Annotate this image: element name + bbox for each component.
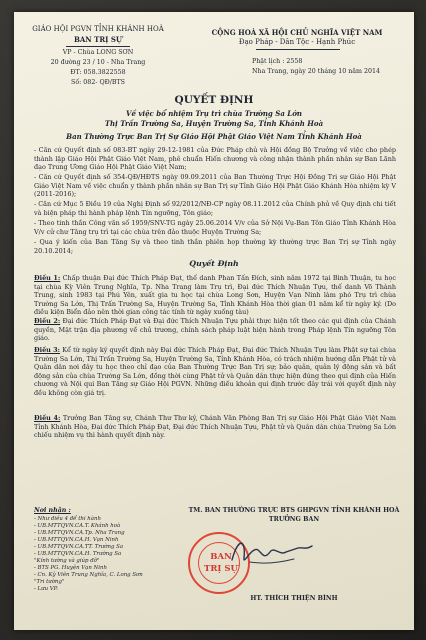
stamp-line-1: BAN [210,552,232,562]
article-4-label: Điều 4: [34,414,61,422]
header-left-rule [66,46,130,47]
recipient-item: "Tri tường" [34,579,65,585]
header-board: BAN TRỊ SỰ [73,35,123,44]
recipient-item: - Như điều 4 để thi hành [34,516,101,522]
article-2-text: Đại đức Thích Pháp Đạt và Đại đức Thích Nhuận Tựu phải thực hiện tốt theo các qui định của Chánh quyền, Mặt trận địa phương về chủ trương, chính sách pháp luật hiện hành trong Pháp lệnh Tín ngưỡng Tôn giáo. [34,317,396,343]
recipient-item: - Cn. Kỳ Viên Trung Nghĩa, C. Long Sơn [34,572,143,578]
recipient-item: - Lưu VP. [34,586,58,592]
recipient-item: - BTS PG. Huyện Vạn Ninh [34,565,107,571]
article-3-label: Điều 3: [34,346,61,354]
recipient-item: - UB.MTTQVN.CA.T. Khánh hoà [34,523,121,529]
signature-org: TM. BAN THƯỜNG TRỰC BTS GHPGVN TỈNH KHÁNH HOÀ [188,507,400,514]
header-address: 20 đường 23 / 10 - Nha Trang [50,59,146,66]
authority-line: Ban Thường Trực Ban Trị Sự Giáo Hội Phật Giáo Việt Nam Tỉnh Khánh Hoà [66,132,362,141]
recipients-heading: Nơi nhận : [34,507,71,514]
header-org: GIÁO HỘI PGVN TỈNH KHÁNH HOÀ [32,25,164,33]
stamp-line-2: TRỊ SỰ [204,564,238,574]
article-2-label: Điều 2: [34,317,61,325]
article-1-text: Chấp thuận Đại đức Thích Pháp Đạt, thế danh Phan Tấn Đích, sinh năm 1972 tại Bình Thuận, tu học tại chùa Kỳ Viên Trung Nghĩa, Tp. Nha Trang làm Trụ trì, Đại đức Thích Nhuận Tựu, thế danh Võ Thành Trung, sinh 1983 tại Phú Yên, xuất gia tu học tại chùa Long Sơn, Huyện Vạn Ninh làm phó Trụ trì chùa Trường Sa Lớn, Thị Trấn Trường Sa, Huyện Trường Sa, Tỉnh Khánh Hòa thời gian 01 năm kể từ ngày ký. (Do điều kiện Biển đảo nên thời gian công tác tính từ ngày xuống tàu) [34,274,396,317]
article-3 [34,346,396,397]
article-1 [34,274,396,317]
header-motto: Đạo Pháp - Dân Tộc - Hạnh Phúc [238,38,356,46]
subject-line-2: Thị Trấn Trường Sa, Huyện Trường Sa, Tỉnh Khánh Hoà [104,119,324,128]
decision-heading: Quyết Định [189,259,239,268]
header-date: Nha Trang, ngày 20 tháng 10 năm 2014 [252,68,381,75]
article-4-text: Trưởng Ban Tăng sự, Chánh Thư Thư ký, Chánh Văn Phòng Ban Trị sự Giáo Hội Phật Giáo Việt Nam Tỉnh Khánh Hòa, Đại đức Thích Pháp Đạt, Đại đức Thích Nhuận Tựu, Phật tử và Quân dân chùa Trường Sa Lớn chiếu nhiệm vụ thi hành quyết định này. [34,414,396,440]
signature-role: TRƯỞNG BAN [268,516,320,523]
recipient-item: "Kính tường và giúp đỡ" [34,558,100,564]
document-page [14,12,414,630]
article-1-label: Điều 1: [34,274,61,282]
header-nation: CỘNG HOÀ XÃ HỘI CHỦ NGHĨA VIỆT NAM [211,28,383,37]
basis-4: - Theo tinh thần Công văn số 1959/SNV-TG ngày 25.06.2014 V/v của Sở Nội Vụ-Ban Tôn Giáo Tỉnh Khánh Hòa V/v cử chư Tăng trụ trì tại các chùa trên đảo thuộc Huyện Trường Sa; [34,219,396,236]
article-2 [34,317,396,343]
basis-5: - Qua ý kiến của Ban Tăng Sự và theo tinh thần phiên họp thường kỳ thường trực Ban Trị sự Tỉnh ngày 20.10.2014; [34,238,396,255]
recipient-item: - UB.MTTQVN.CA.TT. Trường Sa [34,544,124,550]
recipient-item: - UB.MTTQVN.CA.Tp. Nha Trang [34,530,125,536]
recipient-item: - UB.MTTQVN.CA.H. Vạn Ninh [34,537,119,543]
basis-3: - Căn cứ Mục 5 Điều 19 của Nghị Định số 92/2012/NĐ-CP ngày 08.11.2012 của Chính phủ về Quy định chi tiết và biện pháp thi hành pháp lệnh Tín ngưỡng, Tôn giáo; [34,200,396,217]
recipient-item: - UB.MTTQVN.CA.H. Trường Sa [34,551,122,557]
header-right-rule [256,49,340,50]
header-phone: ĐT: 058.3822558 [70,69,126,76]
basis-1: - Căn cứ Quyết định số 083-BT ngày 29-12-1981 của Đức Pháp chủ và Hội đồng Bộ Trưởng về việc cho phép thành lập Giáo Hội Phật Giáo Việt Nam, phê chuẩn Hiến chương và công nhận thành phần nhân sự Ban Lãnh đạo Trung Ương Giáo Hội Phật Giáo Việt Nam; [34,146,396,172]
basis-2: - Căn cứ Quyết định số 354-QĐ/HĐTS ngày 09.09.2011 của Ban Thường Trực Hội Đồng Trị sự Giáo Hội Phật Giáo Việt Nam về việc chuẩn y thành phần nhân sự Ban Trị sự Tỉnh Giáo Hội Phật Giáo Khánh Hòa nhiệm kỳ V (2011-2016); [34,173,396,199]
signer-name: HT. THÍCH THIỆN BÌNH [250,595,338,602]
header-office: VP - Chùa LONG SƠN [62,49,134,56]
article-3-text: Kể từ ngày ký quyết định này Đại đức Thích Pháp Đạt, Đại đức Thích Nhuận Tựu làm Phật sự tại chùa Trường Sa Lớn, Thị Trấn Trường Sa, Huyện Trường Sa, Tỉnh Khánh Hòa, có trách nhiệm hướng dẫn Phật tử và Quân dân nơi đây tu học theo chỉ đạo của Ban Thường Trực Ban Trị sự; bảo quản, quản lý động sản và bất động sản của chùa Trường Sa Lớn, đồng thời cùng Phật tử và Quân dân thực hiện đúng theo qui định của Hiến chương và Nội qui Ban Tăng sự Giáo Hội PGVN. Những điều khoản qui định trước đây trái với quyết định này đều không còn giá trị. [34,346,396,397]
document-title: QUYẾT ĐỊNH [174,94,254,106]
subject-line-1: Về việc bổ nhiệm Trụ trì chùa Trường Sa Lớn [126,109,302,118]
header-received: Phật lịch : 2558 [252,58,303,65]
handwritten-signature [228,532,318,572]
article-4 [34,414,396,440]
header-number: Số: 082- QĐ/BTS [71,79,125,86]
